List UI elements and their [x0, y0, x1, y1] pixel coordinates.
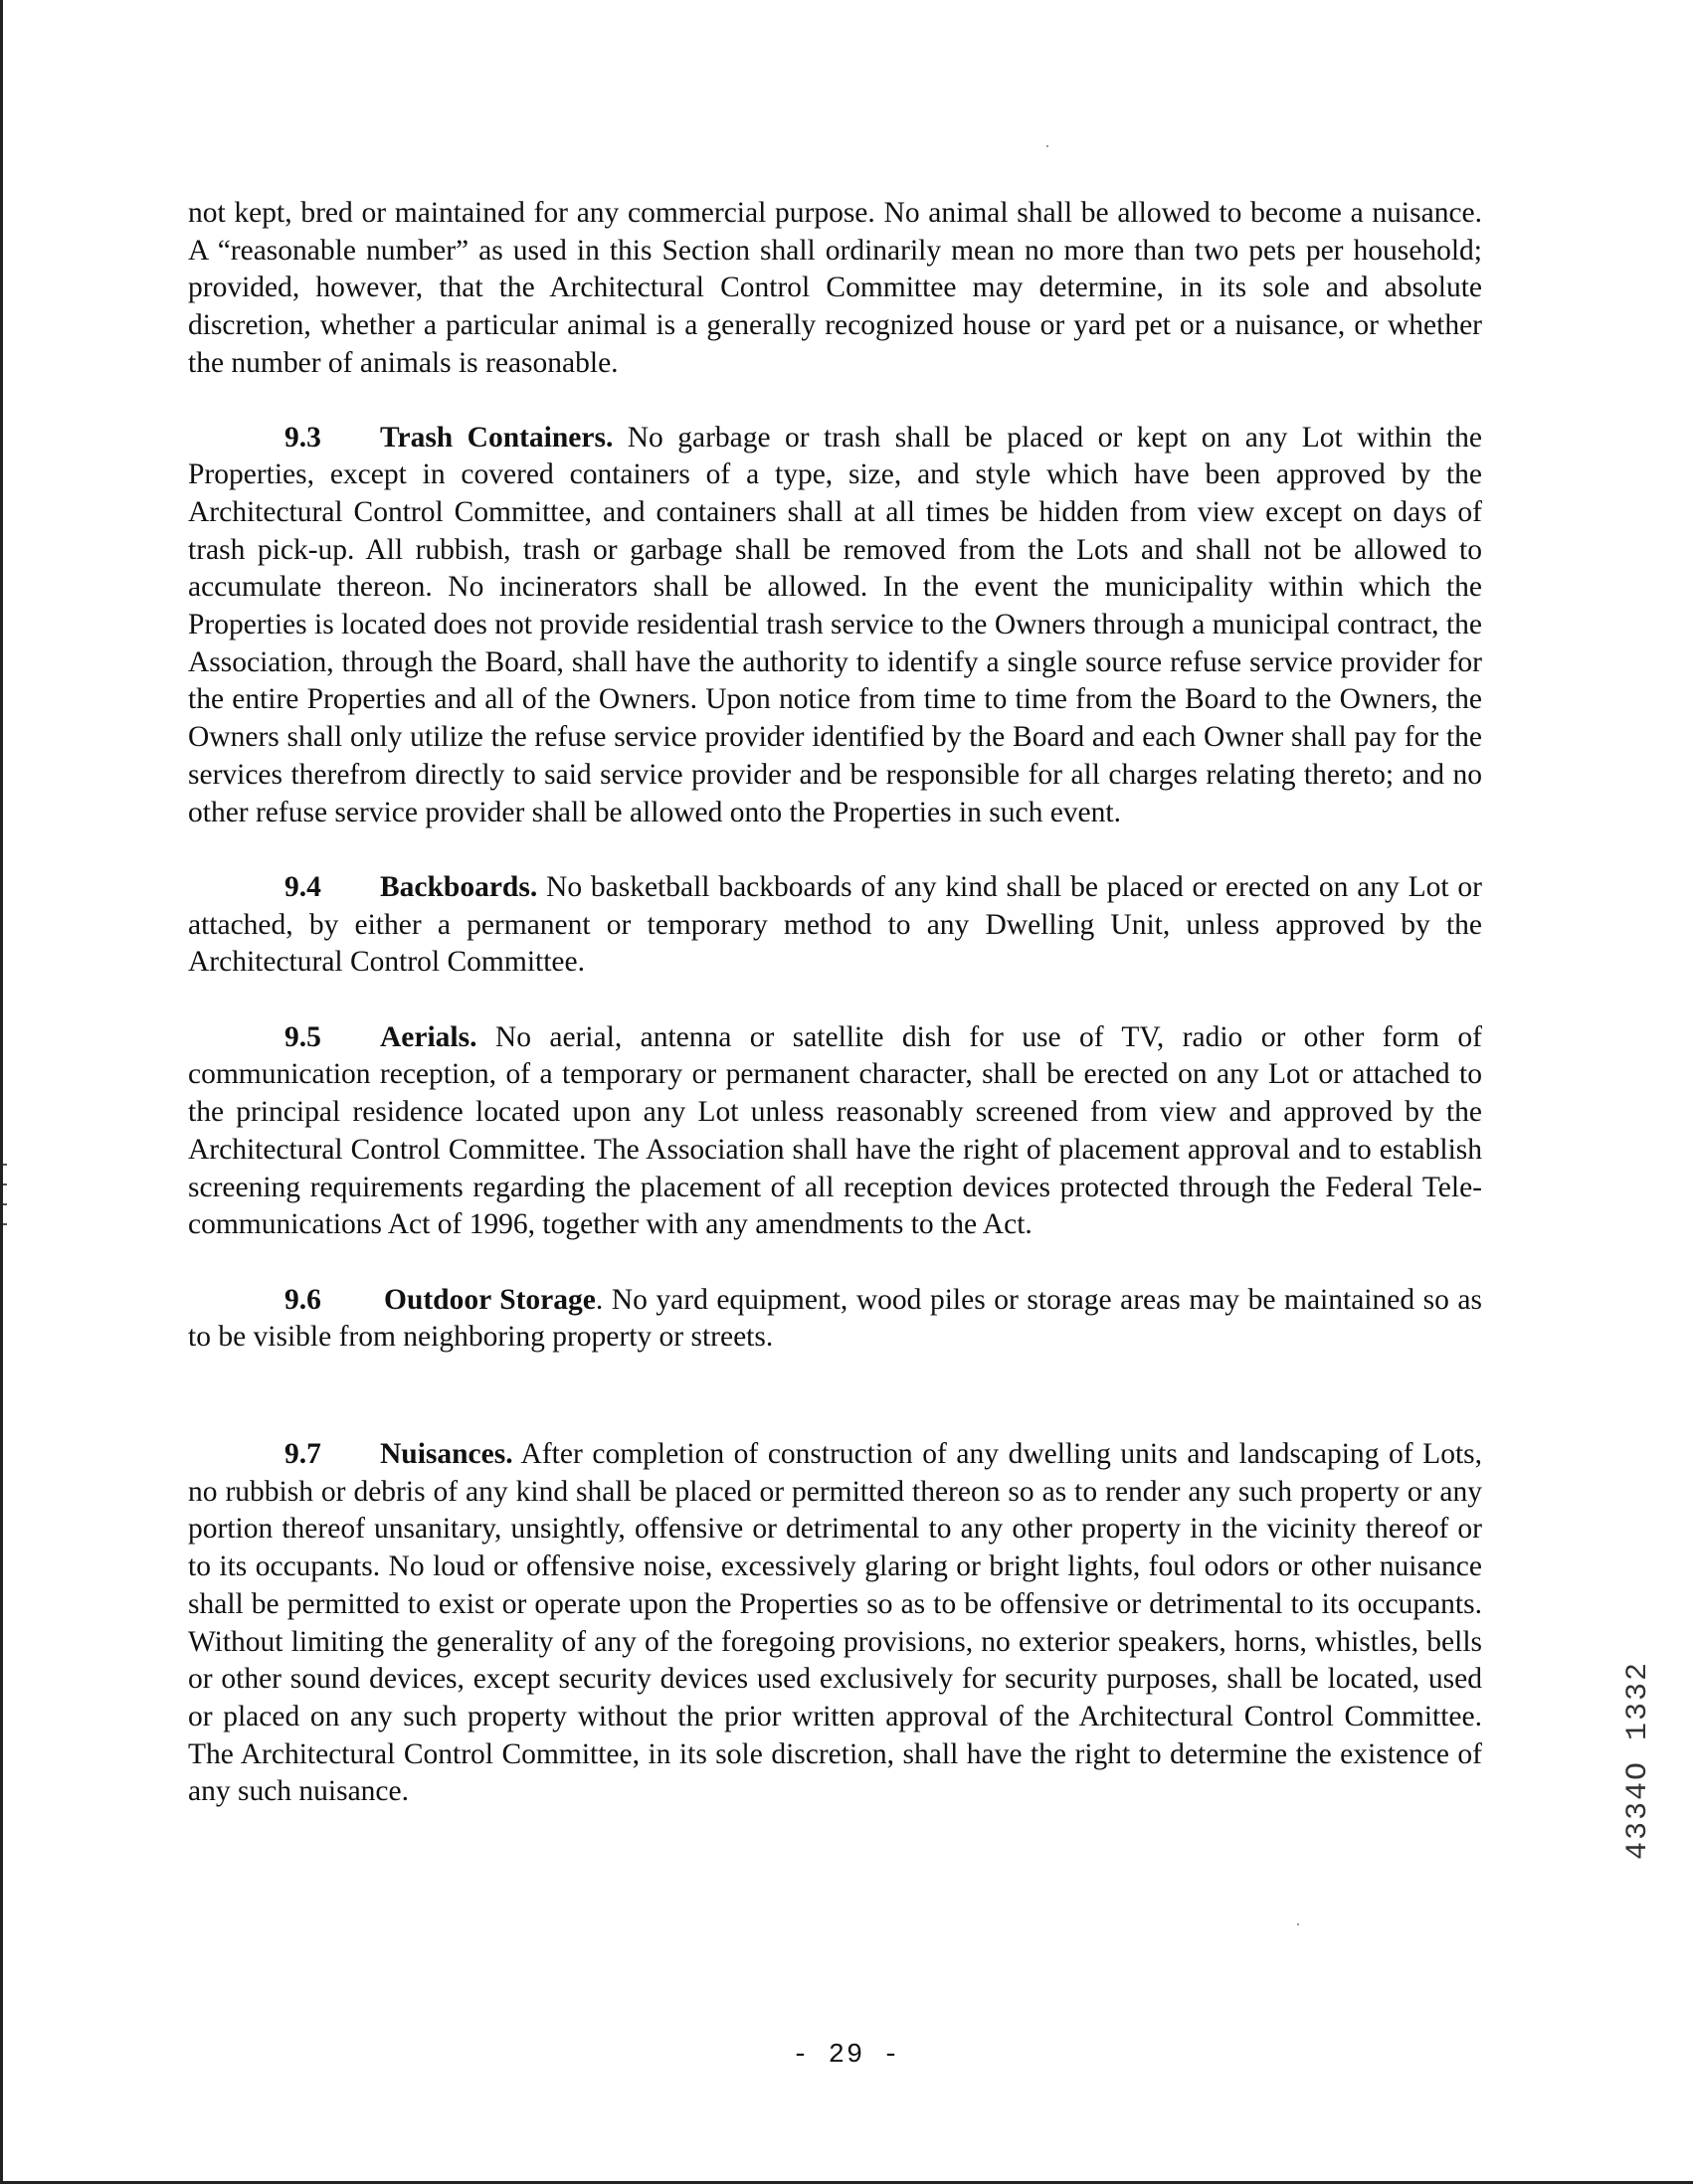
- scan-mark: [3, 1223, 7, 1225]
- continuation-paragraph: not kept, bred or maintained for any commercial purpose. No animal shall be allowed to become a nuisance. A “reasonable number” as used in this Section shall ordinarily mean no more than two pets per household; provided, however, that the Architectural Control Committee may determine, in its sole and absolute discretion, whether a particular animal is a generally recognized house or yard pet or a nuisance, or whether the number of animals is reasonable.: [188, 197, 1482, 379]
- section-title: Trash Containers.: [380, 421, 614, 454]
- scan-mark: [3, 1203, 7, 1205]
- recording-number-text: 4334O 1332: [1621, 1660, 1655, 1860]
- section-text: No garbage or trash shall be placed or kept on any Lot within the Properties, except in covered containers of a type, size, and style which have been approved by the Architectural Control Committee, and containers shall at all times be hidden from view except on days of trash pick-up. All rubbish, trash or garbage shall be removed from the Lots and shall not be allowed to accumulate thereon. No incinerators shall be allowed. In the event the municipality within which the Properties is located does not provide residential trash service to the Owners through a municipal contract, the Association, through the Board, shall have the authority to identify a single source refuse service provider for the entire Properties and all of the Owners. Upon notice from time to time from the Board to the Owners, the Owners shall only utilize the refuse service provider identified by the Board and each Owner shall pay for the services therefrom directly to said service provider and be responsible for all charges relating thereto; and no other refuse service provider shall be allowed onto the Properties in such event.: [188, 421, 1482, 828]
- section-number: 9.7: [284, 1438, 321, 1471]
- section-9-6: [188, 1282, 1482, 1357]
- section-title: Aerials.: [380, 1020, 477, 1053]
- section-text: No basketball backboards of any kind shall be placed or erected on any Lot or attached, by either a permanent or temporary method to any Dwelling Unit, unless approved by the Architectural Control Committee.: [188, 870, 1482, 979]
- scan-speck: [1046, 145, 1048, 147]
- recording-number-stamp: [1621, 1591, 1655, 1860]
- section-text: After completion of construction of any dwelling units and landscaping of Lots, no rubbish or debris of any kind shall be placed or permitted thereon so as to render any such property or any portion thereof unsanitary, unsightly, offensive or detrimental to any other property in the vicinity thereof or to its occupants. No loud or offensive noise, excessively glaring or bright lights, foul odors or other nuisance shall be permitted to exist or operate upon the Properties so as to be offensive or detrimental to its occupants. Without limiting the generality of any of the foregoing provisions, no exterior speakers, horns, whistles, bells or other sound devices, except security devices used exclusively for security purposes, shall be located, used or placed on any such property without the prior written approval of the Architectural Control Committee. The Architectural Control Committee, in its sole discretion, shall have the right to determine the existence of any such nuisance.: [188, 1438, 1482, 1808]
- scan-speck: [1297, 1923, 1299, 1925]
- section-title: Nuisances.: [380, 1438, 513, 1471]
- section-9-3: [188, 420, 1482, 832]
- page-number: - 29 -: [792, 2041, 901, 2071]
- section-title: Backboards.: [380, 870, 538, 903]
- section-title: Outdoor Storage: [384, 1283, 596, 1316]
- section-9-7: [188, 1436, 1482, 1811]
- scan-mark: [3, 1164, 7, 1166]
- document-body: [188, 195, 1482, 1849]
- section-number: 9.4: [284, 870, 321, 903]
- section-number: 9.6: [284, 1283, 321, 1316]
- section-9-4: [188, 869, 1482, 982]
- section-number: 9.5: [284, 1020, 321, 1053]
- scan-mark: [3, 1183, 7, 1185]
- section-text: . No yard equipment, wood piles or storage areas may be maintained so as to be visible from neighboring property or streets.: [188, 1283, 1482, 1354]
- section-number: 9.3: [284, 421, 321, 454]
- scan-border-left: [0, 0, 3, 2184]
- section-text: No aerial, antenna or satellite dish for use of TV, radio or other form of communication reception, of a temporary or permanent character, shall be erected on any Lot or attached to the principal residence located upon any Lot unless reasonably screened from view and approved by the Architectural Control Committee. The Association shall have the right of placement approval and to establish screening requirements regarding the placement of all reception devices protected through the Federal Tele-communications Act of 1996, together with any amendments to the Act.: [188, 1020, 1482, 1241]
- section-9-5: [188, 1019, 1482, 1244]
